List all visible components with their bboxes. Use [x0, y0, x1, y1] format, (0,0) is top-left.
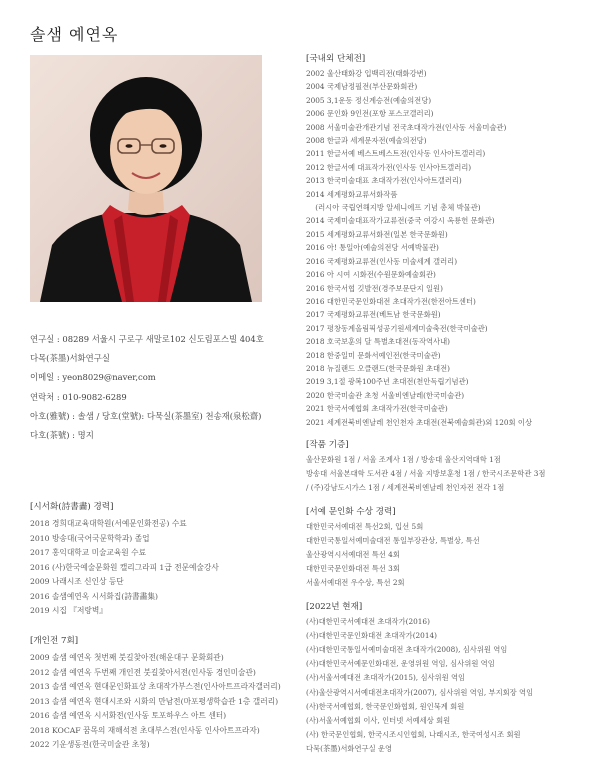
current-item: (사) 한국문인협회, 한국시조시인협회, 나래시조, 한국여성시조 회원	[306, 730, 521, 740]
current-item: (사)대한민국서예대전 초대작가(2016)	[306, 616, 430, 626]
group-item: 2011 한글서예 베스트베스트전(인사동 인사아트갤러리)	[306, 149, 486, 159]
awards-section	[306, 505, 596, 591]
group-item: 2006 문인화 9인전(포항 포스코갤러리)	[306, 109, 434, 119]
awards-item: 울산광역시서예대전 특선 4회	[306, 549, 400, 559]
solo-heading: [개인전 7회]	[30, 636, 79, 646]
works-heading: [작품 기증]	[306, 439, 349, 450]
career-item: 2016 (사)한국예술문화원 캘리그라피 1급 전문예술강사	[30, 562, 219, 572]
group-heading: [국내외 단체전]	[306, 54, 366, 64]
group-item: 2014 국제미술대표작가교류전(중국 여강시 옥룡헌 문화관)	[306, 216, 495, 226]
group-item: 2008 서울미술관개관기념 전국초대작가전(인사동 서울미술관)	[306, 122, 507, 132]
current-item: (사)대한민국서예문인화대전, 운영위원 역임, 심사위원 역임	[306, 659, 495, 669]
works-item: 울산문화원 1점 / 서울 조계사 1점 / 방송대 울산지역대학 1점	[306, 454, 501, 464]
awards-item: 대한민국문인화대전 특선 3회	[306, 564, 400, 574]
current-item: (사)서울서예협회 이사, 인터넷 서예세상 회원	[306, 716, 451, 726]
portrait-photo	[30, 55, 262, 302]
current-item: (사)한국서예협회, 한국문인화협회, 원인묵계 회원	[306, 701, 465, 711]
awards-heading: [서예 문인화 수상 경력]	[306, 506, 396, 517]
works-item: / (주)강남도시가스 1점 / 세계전북비엔날레 천인자전 전각 1점	[306, 483, 505, 493]
group-item: 2016 아 시여 시화전(수원문화예술회관)	[306, 270, 436, 280]
career-item: 2009 나래시조 신인상 등단	[30, 577, 124, 586]
works-item: 방송대 서울본대학 도서관 4점 / 서울 지방보훈청 1점 / 한국시조문학관 3점	[306, 469, 546, 479]
career-item: 2010 방송대(국어국문학학과) 졸업	[30, 533, 150, 543]
contact-info	[30, 330, 290, 445]
career-item: 2019 시집 『저랑벽』	[30, 606, 107, 615]
group-item: 2004 국제남정필전(부산문화회관)	[306, 82, 418, 92]
contact-studio: 다목(茶墨)서화연구실	[30, 353, 110, 364]
group-item: 2018 호국보훈의 달 특별초대전(동작역사내)	[306, 337, 451, 347]
group-exhibitions-section	[306, 52, 596, 429]
portrait-illustration	[30, 55, 262, 302]
page-title: 솔샘 예연옥	[30, 25, 119, 44]
group-item: 2015 세계평화교류서화전(일본 한국문화원)	[306, 229, 448, 239]
current-item: (사)대한민국문인화대전 초대작가(2014)	[306, 630, 437, 640]
contact-email: 이메일 : yeon8029@naver,com	[30, 372, 156, 383]
solo-item: 2013 솔샘 예연옥 현대시조와 시화의 만남전(마포평생학습관 1층 갤러리)	[30, 696, 279, 706]
contact-address: 연구실 : 08289 서울시 구로구 새말로102 신도림포스빌 404호	[30, 334, 264, 344]
awards-item: 서울서예대전 우수상, 특선 2회	[306, 578, 405, 588]
solo-item: 2022 기운생동전(한국미술관 초청)	[30, 740, 150, 749]
group-item: 2002 울산태화강 입백리전(태화강변)	[306, 69, 427, 78]
career-item: 2017 홍익대학교 미술교육원 수료	[30, 548, 147, 557]
group-item: 2012 한글서예 대표작가전(인사동 인사아트갤러리)	[306, 162, 472, 172]
solo-item: 2013 솔샘 예연옥 현대문인화표상 초대작가부스전(인사아트프라자갤러리)	[30, 682, 281, 691]
current-item: (사)대한민국통일서예미술대전 초대작가(2008), 심사위원 역임	[306, 645, 508, 654]
works-donated-section	[306, 438, 596, 496]
career-item: 2016 솔샘예연옥 시서화집(詩書畵集)	[30, 591, 159, 601]
group-item: 2013 한국미술대표 초대작가전(인사아트갤러리)	[306, 176, 462, 186]
group-item: 2019 3,1절 광복100주년 초대전(천안독립기념관)	[306, 377, 469, 387]
contact-tea-name: 다호(茶號) : 명지	[30, 430, 94, 441]
solo-item: 2009 솔샘 예연옥 첫번째 붓길찾아전(해운대구 문화회관)	[30, 653, 224, 662]
group-item: 2021 한국서예협회 초대작가전(한국미술관)	[306, 404, 448, 414]
group-item: 2017 평창동계올림픽성공기원세계미술축전(한국미술관)	[306, 323, 488, 333]
current-item: (사)울산광역시서예대전초대작가(2007), 심사위원 역임, 부지회장 역임	[306, 687, 534, 697]
career-heading: [시서화(詩書畵) 경력]	[30, 502, 114, 512]
career-section	[30, 500, 290, 619]
current-item: (사)서울서예대전 초대작가(2015), 심사위원 역임	[306, 673, 466, 683]
group-item: 2021 세계전북비엔날레 천인천자 초대전(전북예술회관)외 120회 이상	[306, 417, 533, 427]
current-heading: [2022년 현재]	[306, 601, 363, 612]
current-item: 다묵(茶墨)서화연구실 운영	[306, 744, 393, 754]
group-item: 2018 한중일미 문화서예인전(한국미술관)	[306, 350, 441, 360]
group-item: 2016 한국서협 깃발전(경주보문단지 일원)	[306, 283, 443, 293]
awards-item: 대한민국서예대전 특선2회, 입선 5회	[306, 521, 424, 531]
group-item: 2017 국제평화교류전(베트남 한국문화원)	[306, 310, 441, 320]
contact-pen-name: 아호(雅號) : 솔샘 / 당호(堂號): 다묵실(茶墨室) 천송재(泉松齋)	[30, 410, 262, 421]
career-item: 2018 경희대교육대학원(서예문인화전공) 수료	[30, 519, 187, 528]
solo-item: 2012 솔샘 예연옥 두번째 개인전 붓길찾아서전(인사동 경인미술관)	[30, 667, 256, 677]
group-item: 2005 3,1운동 정신계승전(예술의전당)	[306, 95, 432, 105]
group-item: 2014 세계평화교류서화작품	[306, 189, 398, 199]
group-item: 2020 한국미술관 초청 서울비엔날레(한국미술관)	[306, 390, 465, 400]
group-item: 2018 뉴질랜드 오클랜드(한국문화원 초대전)	[306, 363, 451, 373]
right-column	[306, 52, 596, 766]
group-item: (러시아 국립연해지방 알세니에프 기념 총체 박물관)	[306, 203, 481, 213]
awards-item: 대한민국통일서예미술대전 통일부장관상, 특별상, 특선	[306, 535, 480, 545]
group-item: 2016 아! 통일아(예술의전당 서예박물관)	[306, 243, 439, 253]
solo-exhibitions-section	[30, 634, 290, 753]
contact-phone: 연락처 : 010-9082-6289	[30, 391, 127, 402]
current-positions-section	[306, 600, 596, 757]
solo-item: 2016 솔샘 예연옥 시서화전(인사동 토포하우스 아트 센터)	[30, 711, 227, 720]
group-item: 2016 국제평화교류전(인사동 미술세계 갤러리)	[306, 256, 458, 266]
group-item: 2008 한글과 세계문자전(예술의전당)	[306, 136, 427, 146]
group-item: 2016 대한민국문인화대전 초대작가전(한전아트센터)	[306, 296, 476, 306]
solo-item: 2018 KOCAF 꿈목의 재해석전 초대부스전(인사동 인사아트프라자)	[30, 725, 260, 735]
